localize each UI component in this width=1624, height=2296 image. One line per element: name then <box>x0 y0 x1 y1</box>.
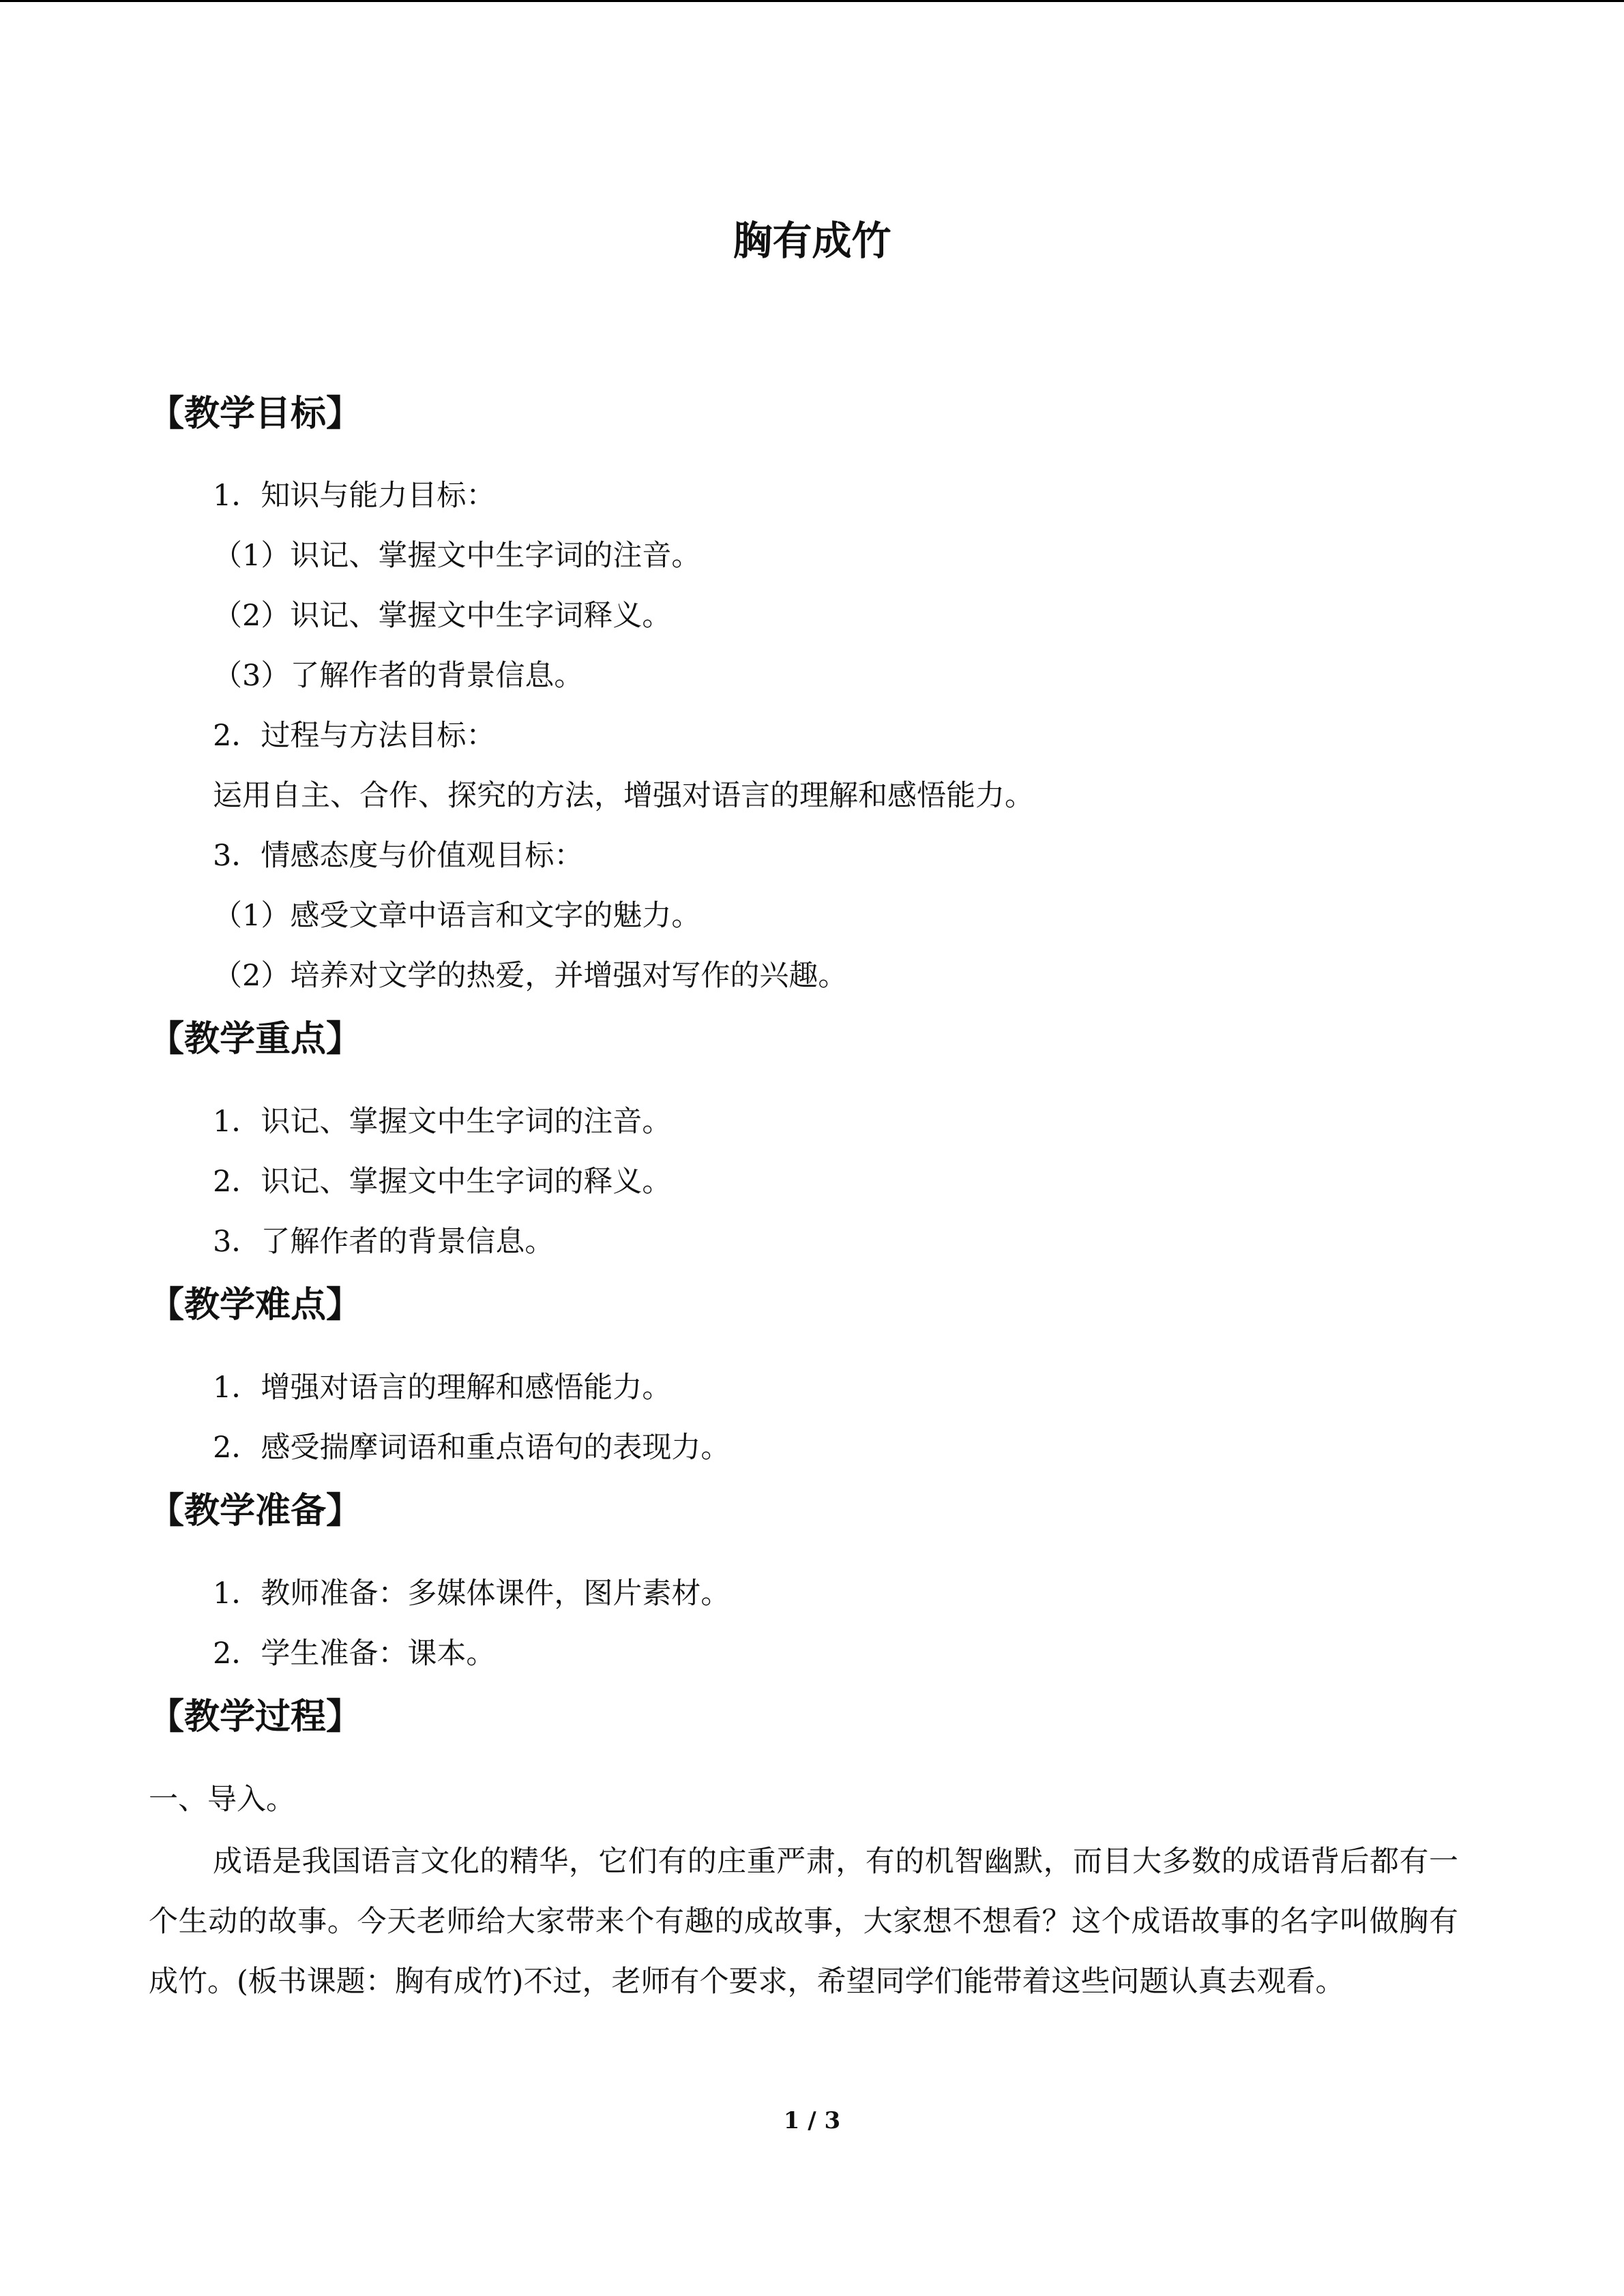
goal-line-8: （1）感受文章中语言和文字的魅力。 <box>213 899 701 933</box>
key-point-line-3: 3．了解作者的背景信息。 <box>213 1225 555 1259</box>
goal-line-5: 2．过程与方法目标： <box>213 719 496 753</box>
goal-line-3: （2）识记、掌握文中生字词释义。 <box>213 599 672 633</box>
section-heading-process: 【教学过程】 <box>149 1697 362 1738</box>
page-title: 胸有成竹 <box>733 218 891 264</box>
page-number: 1 / 3 <box>783 2107 841 2134</box>
goal-line-2: （1）识记、掌握文中生字词的注音。 <box>213 539 701 573</box>
top-border-line <box>0 0 1624 2</box>
difficulty-line-2: 2．感受揣摩词语和重点语句的表现力。 <box>213 1431 730 1465</box>
goal-line-4: （3）了解作者的背景信息。 <box>213 659 584 693</box>
process-intro-label: 一、导入。 <box>149 1783 295 1817</box>
goal-line-6: 运用自主、合作、探究的方法，增强对语言的理解和感悟能力。 <box>213 779 1034 813</box>
preparation-line-1: 1．教师准备：多媒体课件，图片素材。 <box>213 1577 730 1611</box>
goal-line-1: 1．知识与能力目标： <box>213 479 496 513</box>
goal-line-7: 3．情感态度与价值观目标： <box>213 839 584 873</box>
section-heading-preparation: 【教学准备】 <box>149 1491 362 1532</box>
section-heading-goals: 【教学目标】 <box>149 393 362 434</box>
goal-line-9: （2）培养对文学的热爱，并增强对写作的兴趣。 <box>213 959 848 993</box>
difficulty-line-1: 1．增强对语言的理解和感悟能力。 <box>213 1371 672 1405</box>
key-point-line-1: 1．识记、掌握文中生字词的注音。 <box>213 1105 672 1139</box>
process-intro-paragraph: 成语是我国语言文化的精华，它们有的庄重严肃，有的机智幽默，而目大多数的成语背后都有一个生动的故事。今天老师给大家带来个有趣的成故事，大家想不想看？这个成语故事的名字叫做胸有成竹。(板书课题：胸有成竹)不过，老师有个要求，希望同学们能带着这些问题认真去观看。 <box>149 1845 1458 1999</box>
section-heading-difficulties: 【教学难点】 <box>149 1285 362 1326</box>
preparation-line-2: 2．学生准备：课本。 <box>213 1637 496 1671</box>
key-point-line-2: 2．识记、掌握文中生字词的释义。 <box>213 1165 672 1199</box>
section-heading-key-points: 【教学重点】 <box>149 1019 362 1060</box>
